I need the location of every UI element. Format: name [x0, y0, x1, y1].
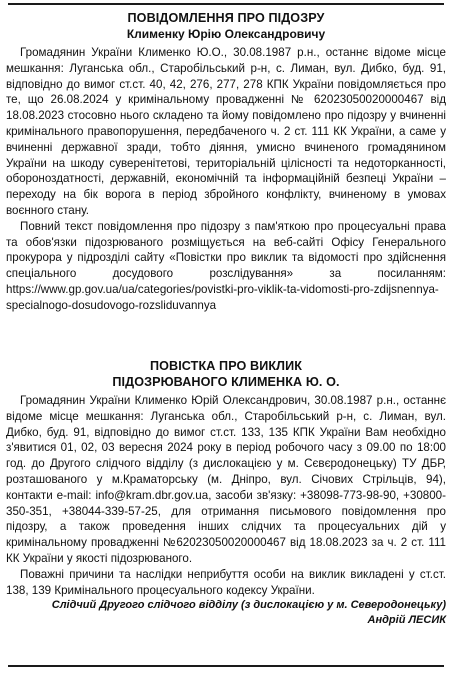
summons-notice [6, 358, 446, 628]
suspicion-notice-addressee: Клименку Юрію Олександровичу [126, 27, 326, 41]
summons-body: Громадянин України Клименко Юрій Олександрович, 30.08.1987 р.н., останнє відоме місце мешкання: Луганська обл., Старобільський р-н, с. Лиман, вул. Дибко, буд. 91, відповідно до вимог ст.ст. 133, 135 КПК України Вам необхідно з'явитися 01, 02, 03 вересня 2024 року в період робочого часу з 09.00 по 18:00 год. до Другого слідчого відділу (з дислокацією у м. Сєвєродонецьку) ТУ ДБР, розташованого у м.Краматорську (м. Дніпро, вул. Січових Стрільців, 94), контакти e-mail: info@kram.dbr.gov.ua, засоби зв'язку: +38098-773-98-90, +30800-350-351, +38044-339-57-25, для отримання письмового повідомлення про підозру, а також проведення інших слідчих та процесуальних дій у кримінальному провадженні №62023050020000467 від 18.08.2023 за ч. 2 ст. 111 КК України у якості підозрюваного. [6, 394, 446, 565]
suspicion-notice-title: ПОВІДОМЛЕННЯ ПРО ПІДОЗРУ [127, 11, 325, 25]
summons-title-line2: ПІДОЗРЮВАНОГО КЛИМЕНКА Ю. О. [112, 375, 340, 389]
suspicion-notice [6, 10, 446, 314]
top-rule [8, 3, 444, 5]
summons-title-line1: ПОВІСТКА ПРО ВИКЛИК [149, 359, 303, 373]
signature-unit: Слідчий Другого слідчого відділу (з дислокацією у м. Северодонецьку) [51, 599, 446, 612]
summons-consequences: Поважні причини та наслідки неприбуття особи на виклик викладені у ст.ст. 138, 139 Кримінального процесуального кодексу України. [6, 567, 446, 597]
suspicion-notice-full-text-link: Повний текст повідомлення про підозру з пам'яткою про процесуальні права та обов'язки підозрюваного розміщується на веб-сайті Офісу Генерального прокурора у підрозділі сайту «Повістки про виклик та відомості про здійснення спеціального досудового розслідування» за посиланням: https://www.gp.gov.ua/ua/categories/povistki-pro-viklik-ta-vidomosti-pro-zdijsnennya-specialnogo-dosudovogo-rozsliduvannya [6, 219, 446, 312]
suspicion-notice-body: Громадянин України Клименко Ю.О., 30.08.1987 р.н., останнє відоме місце мешкання: Луганська обл., Старобільський р-н, с. Лиман, вул. Дибко, буд. 91, відповідно до вимог ст.ст. 40, 42, 276, 277, 278 КПК України повідомляється про те, що 26.08.2024 у кримінальному провадженні № 62023050020000467 від 18.08.2023 стосовно нього складено та йому повідомлено про підозру у вчиненні кримінального правопорушення, передбаченого ч. 2 ст. 111 КК України, а саме у вчиненні державної зради, тобто діяння, умисно вчиненого громадянином України на шкоду суверенітетові, територіальній цілісності та недоторканності, обороноздатності, державній, економічній та інформаційній безпеці України – переходу на бік ворога в період збройного конфлікту, вчиненому в умовах воєнного стану. [6, 46, 446, 217]
bottom-rule [8, 665, 444, 667]
signature-name: Андрій ЛЕСИК [367, 614, 446, 627]
